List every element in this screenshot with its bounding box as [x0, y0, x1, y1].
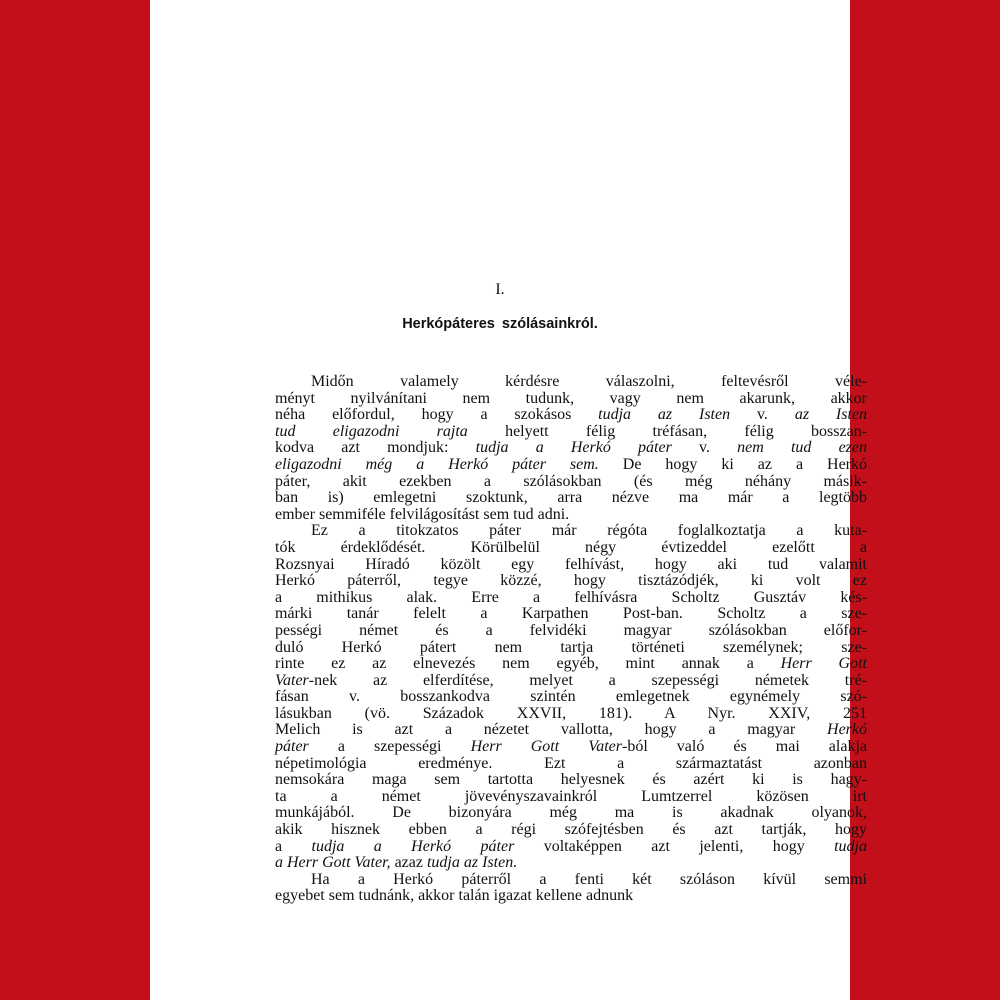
- text-segment: lásukban (vö. Századok XXVII, 181). A Nyr. XXIV, 251: [275, 704, 867, 722]
- text-line: [275, 490, 867, 507]
- text-segment: v.: [671, 439, 738, 457]
- text-line: [275, 673, 867, 690]
- text-line: [275, 457, 867, 474]
- text-segment: Ha a Herkó páterről a fenti két szóláson kívül semmi: [311, 870, 867, 888]
- text-segment: Melich is azt a nézetet vallotta, hogy a magyar: [275, 721, 828, 739]
- text-segment: duló Herkó pátert nem tartja történeti személynek; sze-: [275, 638, 867, 656]
- text-line: [275, 706, 867, 723]
- text-segment: ta a német jövevényszavainkról Lumtzerrel közösen irt: [275, 787, 867, 805]
- text-segment: v.: [730, 406, 795, 424]
- text-line: [275, 407, 867, 424]
- text-segment: azaz: [390, 854, 427, 872]
- text-segment: néha előfordul, hogy a szokásos: [275, 406, 599, 424]
- text-line: [275, 689, 867, 706]
- text-line: [275, 739, 867, 756]
- text-line: [275, 590, 867, 607]
- italic-text: páter: [275, 738, 309, 756]
- text-segment: helyett félig tréfásan, félig bosszan-: [467, 422, 867, 440]
- text-line: [275, 872, 867, 889]
- text-line: [275, 640, 867, 657]
- italic-text: nem tud ezen: [737, 439, 868, 457]
- text-segment: Ez a titokzatos páter már régóta foglalkoztatja a kuta-: [311, 522, 867, 540]
- text-segment: rinte ez az elnevezés nem egyéb, mint annak a: [275, 655, 781, 673]
- book-page: [150, 0, 868, 1000]
- text-line: [275, 756, 867, 773]
- text-segment: tók érdeklődését. Körülbelül négy évtizeddel ezelőtt a: [275, 538, 867, 556]
- italic-text: az Isten: [794, 406, 868, 424]
- paragraph: [275, 523, 867, 871]
- text-line: [275, 722, 867, 739]
- italic-text: Vater: [275, 671, 309, 689]
- text-line: [275, 855, 867, 872]
- text-line: [275, 440, 867, 457]
- text-segment: ményt nyilvánítani nem tudunk, vagy nem akarunk, akkor: [275, 389, 867, 407]
- text-segment: egyebet sem tudnánk, akkor talán igazat kellene adnunk: [275, 887, 634, 905]
- text-line: [275, 839, 867, 856]
- text-line: [275, 573, 867, 590]
- text-line: [275, 656, 867, 673]
- text-segment: munkájából. De bizonyára még ma is akadnak olyanok,: [275, 804, 867, 822]
- text-segment: ban is) emlegetni szoktunk, arra nézve ma már a legtöbb: [275, 489, 867, 507]
- text-line: [275, 374, 867, 391]
- paragraph: [275, 872, 867, 905]
- text-segment: Midőn valamely kérdésre válaszolni, feltevésről véle-: [311, 373, 867, 390]
- text-segment: fásan v. bosszankodva szintén emlegetnek egynémely szó-: [275, 688, 867, 706]
- italic-text: Herkó: [827, 721, 867, 739]
- text-segment: népetimológia eredménye. Ezt a származtatást azonban: [275, 754, 867, 772]
- text-line: [275, 789, 867, 806]
- italic-text: Herr Gott Vater: [470, 738, 622, 756]
- text-line: [275, 474, 867, 491]
- text-line: [275, 557, 867, 574]
- text-segment: akik hisznek ebben a régi szófejtésben és azt tartják, hogy: [275, 821, 867, 839]
- text-segment: Rozsnyai Híradó közölt egy felhívást, hogy aki tud valamit: [275, 555, 867, 573]
- text-line: [275, 772, 867, 789]
- text-segment: kodva azt mondjuk:: [275, 439, 476, 457]
- italic-text: eligazodni még a Herkó páter sem.: [275, 455, 599, 473]
- text-line: [275, 523, 867, 540]
- text-segment: Herkó páterről, tegye közzé, hogy tisztázódjék, ki volt ez: [275, 572, 867, 590]
- text-segment: nemsokára maga sem tartotta helyesnek és azért ki is hagy-: [275, 771, 867, 789]
- chapter-number: I.: [495, 281, 505, 298]
- italic-text: a Herr Gott Vater,: [275, 854, 391, 872]
- text-line: [275, 805, 867, 822]
- text-line: [275, 888, 867, 905]
- text-segment: -nek az elferdítése, melyet a szepességi németek tré-: [308, 671, 867, 689]
- italic-text: Herr Gott: [780, 655, 867, 673]
- text-line: [275, 606, 867, 623]
- text-line: [275, 822, 867, 839]
- chapter-title: Herkópáteres szólásainkról.: [402, 316, 598, 332]
- text-segment: a szepességi: [308, 738, 471, 756]
- italic-text: tudja a Herkó páter: [475, 439, 672, 457]
- text-segment: páter, akit ezekben a szólásokban (és még néhány másik-: [275, 472, 867, 490]
- text-line: [275, 391, 867, 408]
- text-segment: pességi német és a felvidéki magyar szólásokban előfor-: [275, 621, 867, 639]
- text-segment: -ból való és mai alakja: [621, 738, 868, 756]
- italic-text: tudja az Isten: [598, 406, 731, 424]
- text-segment: a: [275, 837, 312, 855]
- text-segment: voltaképpen azt jelenti, hogy: [514, 837, 835, 855]
- italic-text: tudja: [834, 837, 867, 855]
- italic-text: tudja a Herkó páter: [311, 837, 515, 855]
- italic-text: tudja az Isten.: [426, 854, 518, 872]
- text-line: [275, 540, 867, 557]
- italic-text: tud eligazodni rajta: [275, 422, 468, 440]
- paragraph: [275, 374, 867, 523]
- text-line: [275, 424, 867, 441]
- text-segment: márki tanár felelt a Karpathen Post-ban. Scholtz a sze-: [275, 605, 867, 623]
- text-line: [275, 507, 867, 524]
- text-segment: a mithikus alak. Erre a felhívásra Scholtz Gusztáv kés-: [275, 588, 867, 606]
- text-segment: De hogy ki az a Herkó: [598, 455, 868, 473]
- text-segment: ember semmiféle felvilágosítást sem tud adni.: [275, 505, 570, 523]
- body-text: [275, 374, 867, 905]
- text-line: [275, 623, 867, 640]
